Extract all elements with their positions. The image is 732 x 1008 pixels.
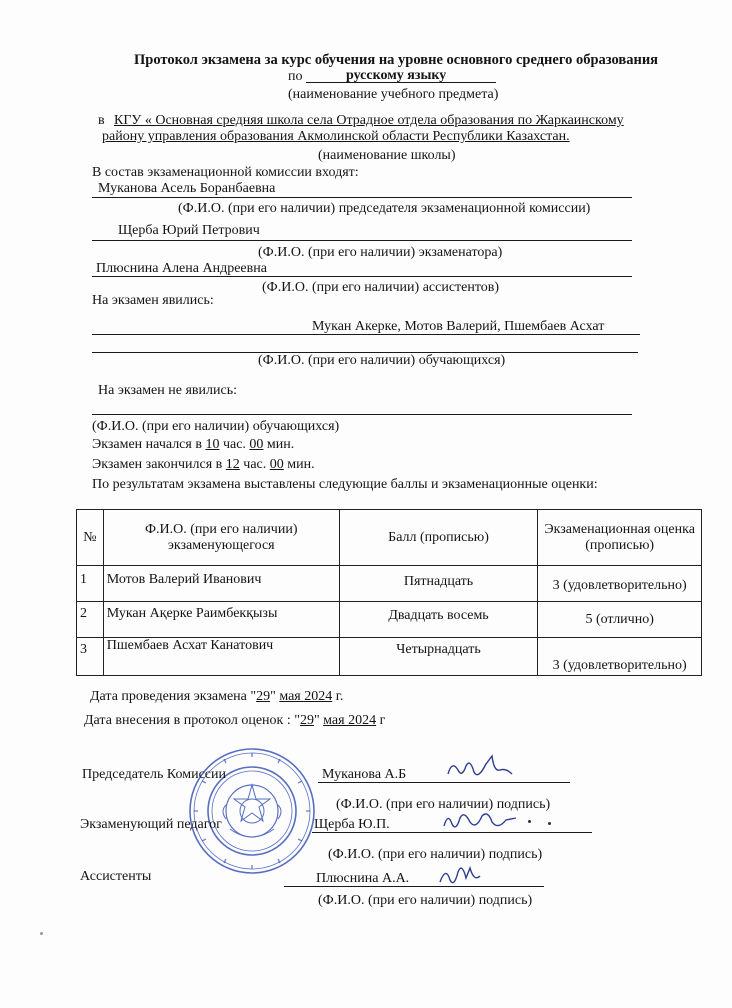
examiner-signature-name: Щерба Ю.П.: [314, 817, 390, 832]
school-name-line2: району управления образования Акмолинской области Республики Казахстан.: [102, 129, 570, 144]
exam-start-line: [92, 436, 294, 453]
exam-date-label: Дата проведения экзамена ": [90, 689, 257, 704]
ink-dot: [548, 822, 551, 825]
exam-date-quote: ": [270, 689, 276, 704]
row-score: Пятнадцать: [339, 566, 538, 602]
examiner-signature: [440, 806, 520, 836]
row-grade: 5 (отлично): [538, 602, 702, 638]
official-stamp: [186, 745, 318, 877]
assistants-signature-name: Плюснина А.А.: [316, 871, 410, 886]
end-minute: 00: [269, 457, 284, 472]
school-caption: (наименование школы): [318, 148, 456, 163]
assistant-full-name: Плюснина Алена Андреевна: [96, 261, 267, 276]
row-student-name: Пшембаев Асхат Канатович: [103, 638, 339, 676]
entry-date-suffix: г: [379, 713, 386, 728]
subject-caption: (наименование учебного предмета): [288, 87, 499, 102]
chair-signature-label: Председатель Комиссии: [82, 767, 226, 782]
start-prefix: Экзамен начался в: [92, 437, 202, 452]
header-score: Балл (прописью): [339, 510, 538, 566]
header-grade: Экзаменационная оценка (прописью): [538, 510, 702, 566]
chair-signature-name: Муканова А.Б: [322, 767, 407, 782]
school-prefix: в: [98, 113, 105, 128]
entry-date-label: Дата внесения в протокол оценок : ": [84, 713, 300, 728]
present-caption: (Ф.И.О. (при его наличии) обучающихся): [258, 353, 506, 368]
entry-date-line: [84, 712, 385, 729]
entry-date-day: 29: [299, 713, 314, 728]
row-number: 3: [77, 638, 104, 676]
school-name-line1: КГУ « Основная средняя школа села Отрадное отдела образования по Жаркаинскому: [114, 113, 624, 128]
start-minute-word: мин.: [266, 437, 295, 452]
chair-signature: [442, 752, 516, 786]
row-number: 1: [77, 566, 104, 602]
end-minute-word: мин.: [287, 457, 315, 472]
assistants-signature-caption: (Ф.И.О. (при его наличии) подпись): [318, 893, 533, 908]
exam-end-line: [92, 456, 315, 473]
start-minute: 00: [249, 437, 264, 452]
table-header-row: [77, 510, 702, 566]
ink-dot: [528, 820, 531, 823]
row-student-name: Мукан Ақерке Раимбекқызы: [103, 602, 339, 638]
assistants-signature-label: Ассистенты: [80, 869, 152, 884]
row-number: 2: [77, 602, 104, 638]
examiner-signature-label: Экзаменующий педагог: [80, 817, 222, 832]
subject-prefix: по: [288, 69, 303, 84]
end-hour-word: час.: [243, 457, 267, 472]
chair-signature-caption: (Ф.И.О. (при его наличии) подпись): [336, 797, 551, 812]
examiner-signature-caption: (Ф.И.О. (при его наличии) подпись): [328, 847, 543, 862]
row-student-name: Мотов Валерий Иванович: [103, 566, 339, 602]
table-row: [77, 566, 702, 602]
end-prefix: Экзамен закончился в: [92, 457, 223, 472]
present-names: Мукан Акерке, Мотов Валерий, Пшембаев Асхат: [312, 319, 605, 334]
entry-date-quote: ": [313, 713, 320, 728]
commission-intro: В состав экзаменационной комиссии входят:: [92, 165, 359, 180]
examiner-caption: (Ф.И.О. (при его наличии) экзаменатора): [258, 245, 503, 260]
absent-label: На экзамен не явились:: [98, 383, 237, 398]
row-score: Двадцать восемь: [339, 602, 538, 638]
chair-caption: (Ф.И.О. (при его наличии) председателя экзаменационной комиссии): [178, 201, 591, 216]
ink-dot: [40, 932, 43, 935]
assistant-caption: (Ф.И.О. (при его наличии) ассистентов): [262, 280, 500, 295]
row-grade: 3 (удовлетворительно): [538, 638, 702, 676]
start-hour: 10: [205, 437, 220, 452]
document-title: Протокол экзамена за курс обучения на уровне основного среднего образования: [134, 52, 659, 68]
grades-table: [76, 509, 702, 676]
absent-caption: (Ф.И.О. (при его наличии) обучающихся): [92, 419, 340, 434]
examiner-full-name: Щерба Юрий Петрович: [118, 223, 260, 238]
row-grade: 3 (удовлетворительно): [538, 566, 702, 602]
chair-full-name: Муканова Асель Боранбаевна: [98, 181, 276, 196]
header-number: №: [77, 510, 104, 566]
exam-date-day: 29: [256, 689, 271, 704]
table-row: [77, 602, 702, 638]
entry-date-month: мая 2024: [323, 713, 377, 728]
start-hour-word: час.: [222, 437, 246, 452]
subject-value: русскому языку: [346, 68, 447, 83]
assistant-signature: [436, 860, 484, 890]
table-row: [77, 638, 702, 676]
exam-date-line: [90, 688, 343, 705]
present-label: На экзамен явились:: [92, 293, 214, 308]
header-name: Ф.И.О. (при его наличии) экзаменующегося: [103, 510, 339, 566]
exam-date-month: мая 2024: [279, 689, 333, 704]
row-score: Четырнадцать: [339, 638, 538, 676]
exam-date-suffix: г.: [335, 689, 344, 704]
results-intro: По результатам экзамена выставлены следующие баллы и экзаменационные оценки:: [92, 477, 598, 492]
end-hour: 12: [225, 457, 240, 472]
